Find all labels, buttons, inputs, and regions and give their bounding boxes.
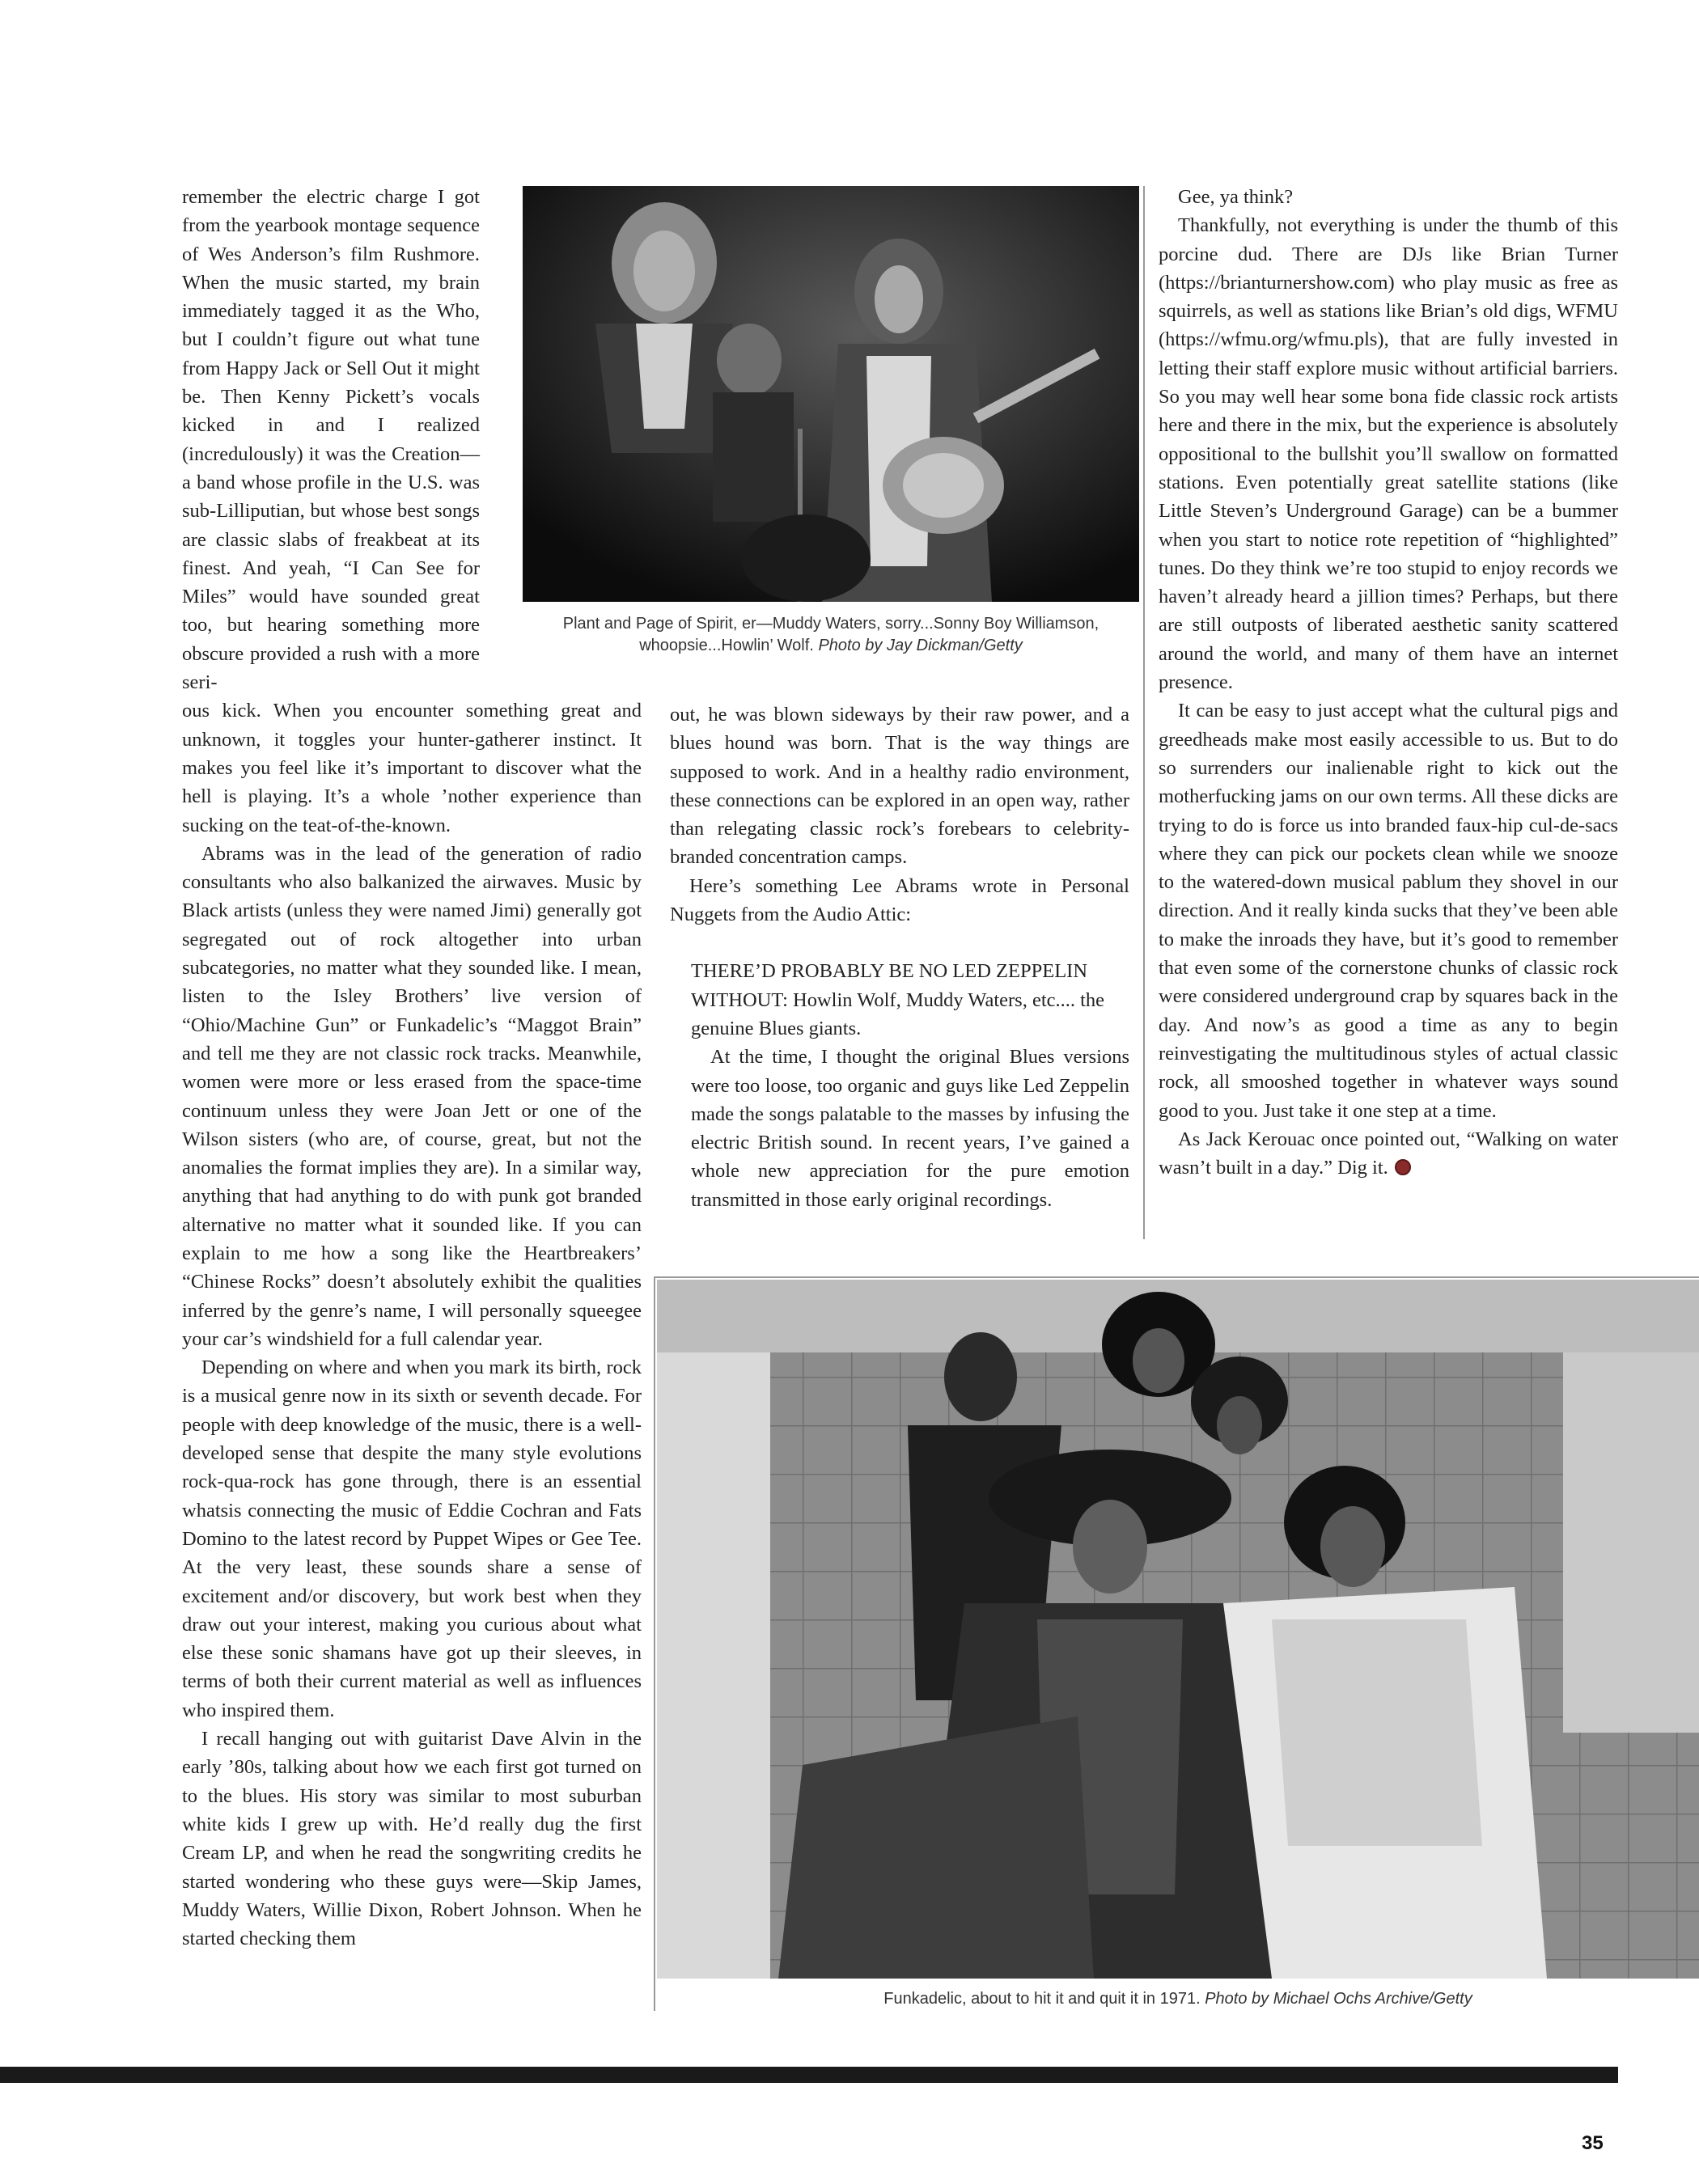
column-2-paragraph-2: Here’s something Lee Abrams wrote in Personal Nuggets from the Audio Attic:	[670, 874, 1129, 926]
caption-text: Funkadelic, about to hit it and quit it in 1971.	[883, 1990, 1201, 2008]
column-1-paragraph-2: Abrams was in the lead of the generation of radio consultants who also balkanized the airwaves. Music by Black artists (unless they were named Jimi) generally got segregated out of rock altogether into urban subcategories, no matter what they sounded like. I mean, listen to the Isley Brothers’ live version of “Ohio/Machine Gun” or Funkadelic’s “Maggot Brain” and tell me they are not classic rock tracks. Meanwhile, women were more or less erased from the space-time continuum unless they were Joan Jett or one of the Wilson sisters (who are, of course, great, but not the anomalies the format implies they are). In a similar way, anything that had anything to do with punk got branded alternative no matter what it sounded like. If you can explain to me how a song like the Heartbreakers’ “Chinese Rocks” doesn’t absolutely exhibit the qualities inferred by the genre’s name, I will personally squeegee your car’s windshield for a full calendar year.	[182, 842, 642, 1350]
caption-text: Plant and Page of Spirit, er—Muddy Waters, sorry...Sonny Boy Williamson, whoopsie...Howlin’ Wolf.	[562, 615, 1099, 654]
column-2	[670, 700, 1129, 1214]
column-2-paragraph-1: out, he was blown sideways by their raw power, and a blues hound was born. That is the way things are supposed to work. And in a healthy radio environment, these connections can be explored in an open way, rather than relegating classic rock’s forebears to celebrity-branded concentration camps.	[670, 704, 1129, 869]
caption-credit: Photo by Jay Dickman/Getty	[818, 637, 1023, 654]
column-1	[182, 183, 642, 1953]
caption-credit: Photo by Michael Ochs Archive/Getty	[1205, 1990, 1472, 2008]
end-mark-icon	[1395, 1159, 1411, 1175]
photo-left-rule	[654, 1276, 655, 2011]
group-photo	[657, 1280, 1699, 1979]
column-1-paragraph-4: I recall hanging out with guitarist Dave Alvin in the early ’80s, talking about how we each first got turned on to the blues. His story was similar to most suburban white kids I grew up with. He’d really dug the first Cream LP, and when he read the songwriting credits he started wondering who these guys were—Skip James, Muddy Waters, Willie Dixon, Robert Johnson. When he started checking them	[182, 1728, 642, 1950]
column-1-paragraph-1-wrap: remember the electric charge I got from the yearbook montage sequence of Wes Anderson’s film Rushmore. When the music started, my brain immediately tagged it as the Who, but I couldn’t figure out what tune from Happy Jack or Sell Out it might be. Then Kenny Pickett’s vocals kicked in and I realized (incredulously) it was the Creation—a band whose profile in the U.S. was sub-Lilliputian, but whose best songs are classic slabs of freakbeat at its finest. And yeah, “I Can See for Miles” would have sounded great too, but hearing something more obscure provided a rush with a more seri-	[182, 186, 480, 694]
group-photo-caption	[657, 1988, 1699, 2010]
group-photo-art	[657, 1280, 1699, 1979]
column-3	[1159, 183, 1618, 1182]
page-number: 35	[1582, 2132, 1604, 2154]
column-3-paragraph-4	[1159, 1125, 1618, 1183]
column-3-paragraph-2: Thankfully, not everything is under the thumb of this porcine dud. There are DJs like Brian Turner (https://brianturnershow.com) who play music as free as squirrels, as well as stations like Brian’s old digs, WFMU (https://wfmu.org/wfmu.pls), that are fully invested in letting their staff explore music without artificial barriers. So you may well hear some bona fide classic rock artists here and there in the mix, but the experience is absolutely oppositional to the bullshit you’ll swallow on formatted stations. Even potentially great satellite stations (like Little Steven’s Underground Garage) can be a bummer when you start to notice rote repetition of “highlighted” tunes. Do they think we’re too stupid to enjoy records we haven’t already heard a jillion times? Perhaps, but there are still outposts of liberated aesthetic sanity scattered around the world, and many of them have an internet presence.	[1159, 214, 1618, 694]
photo-top-rule	[654, 1276, 1699, 1278]
footer-bar	[0, 2067, 1618, 2083]
closing-line: As Jack Kerouac once pointed out, “Walking on water wasn’t built in a day.” Dig it.	[1159, 1128, 1618, 1179]
column-1-paragraph-3: Depending on where and when you mark its birth, rock is a musical genre now in its sixth or seventh decade. For people with deep knowledge of the music, there is a well-developed sense that despite the many style evolutions rock-qua-rock has gone through, there is an essential whatsis connecting the music of Eddie Cochran and Fats Domino to the latest record by Puppet Wipes or Gee Tee. At the very least, these sounds share a sense of excitement and/or discovery, but work best when they draw out your interest, making you curious about what else these sonic shamans have got up their sleeves, in terms of both their current material as well as influences who inspired them.	[182, 1357, 642, 1721]
column-3-paragraph-1: Gee, ya think?	[1178, 186, 1294, 208]
pull-quote: THERE’D PROBABLY BE NO LED ZEPPELIN WITHOUT: Howlin Wolf, Muddy Waters, etc.... the genuine Blues giants.	[691, 960, 1105, 1039]
pull-quote-continued: At the time, I thought the original Blues versions were too loose, too organic and guys like Led Zeppelin made the songs palatable to the masses by infusing the electric British sound. In recent years, I’ve gained a whole new appreciation for the pure emotion transmitted in those early original recordings.	[691, 1046, 1129, 1211]
column-3-paragraph-3: It can be easy to just accept what the cultural pigs and greedheads make most easily accessible to us. But to do so surrenders our inalienable right to kick out the motherfucking jams on our own terms. All these dicks are trying to do is force us into branded faux-hip cul-de-sacs where they can pick our pockets clean while we snooze to the watered-down musical pablum they shovel in our direction. And it really kinda sucks that they’ve been able to make the inroads they have, but it’s good to remember that even some of the cornerstone chunks of classic rock were considered underground crap by squares back in the day. And now’s as good a time as any to begin reinvestigating the multitudinous styles of actual classic rock, all smooshed together in whatever ways sound good to you. Just take it one step at a time.	[1159, 700, 1618, 1122]
column-divider-2-3	[1143, 186, 1145, 1239]
column-1-paragraph-1-rest: ous kick. When you encounter something great and unknown, it toggles your hunter-gatherer instinct. It makes you feel like it’s important to discover what the hell is playing. It’s a whole ’nother experience than sucking on the teat-of-the-known.	[182, 700, 642, 836]
